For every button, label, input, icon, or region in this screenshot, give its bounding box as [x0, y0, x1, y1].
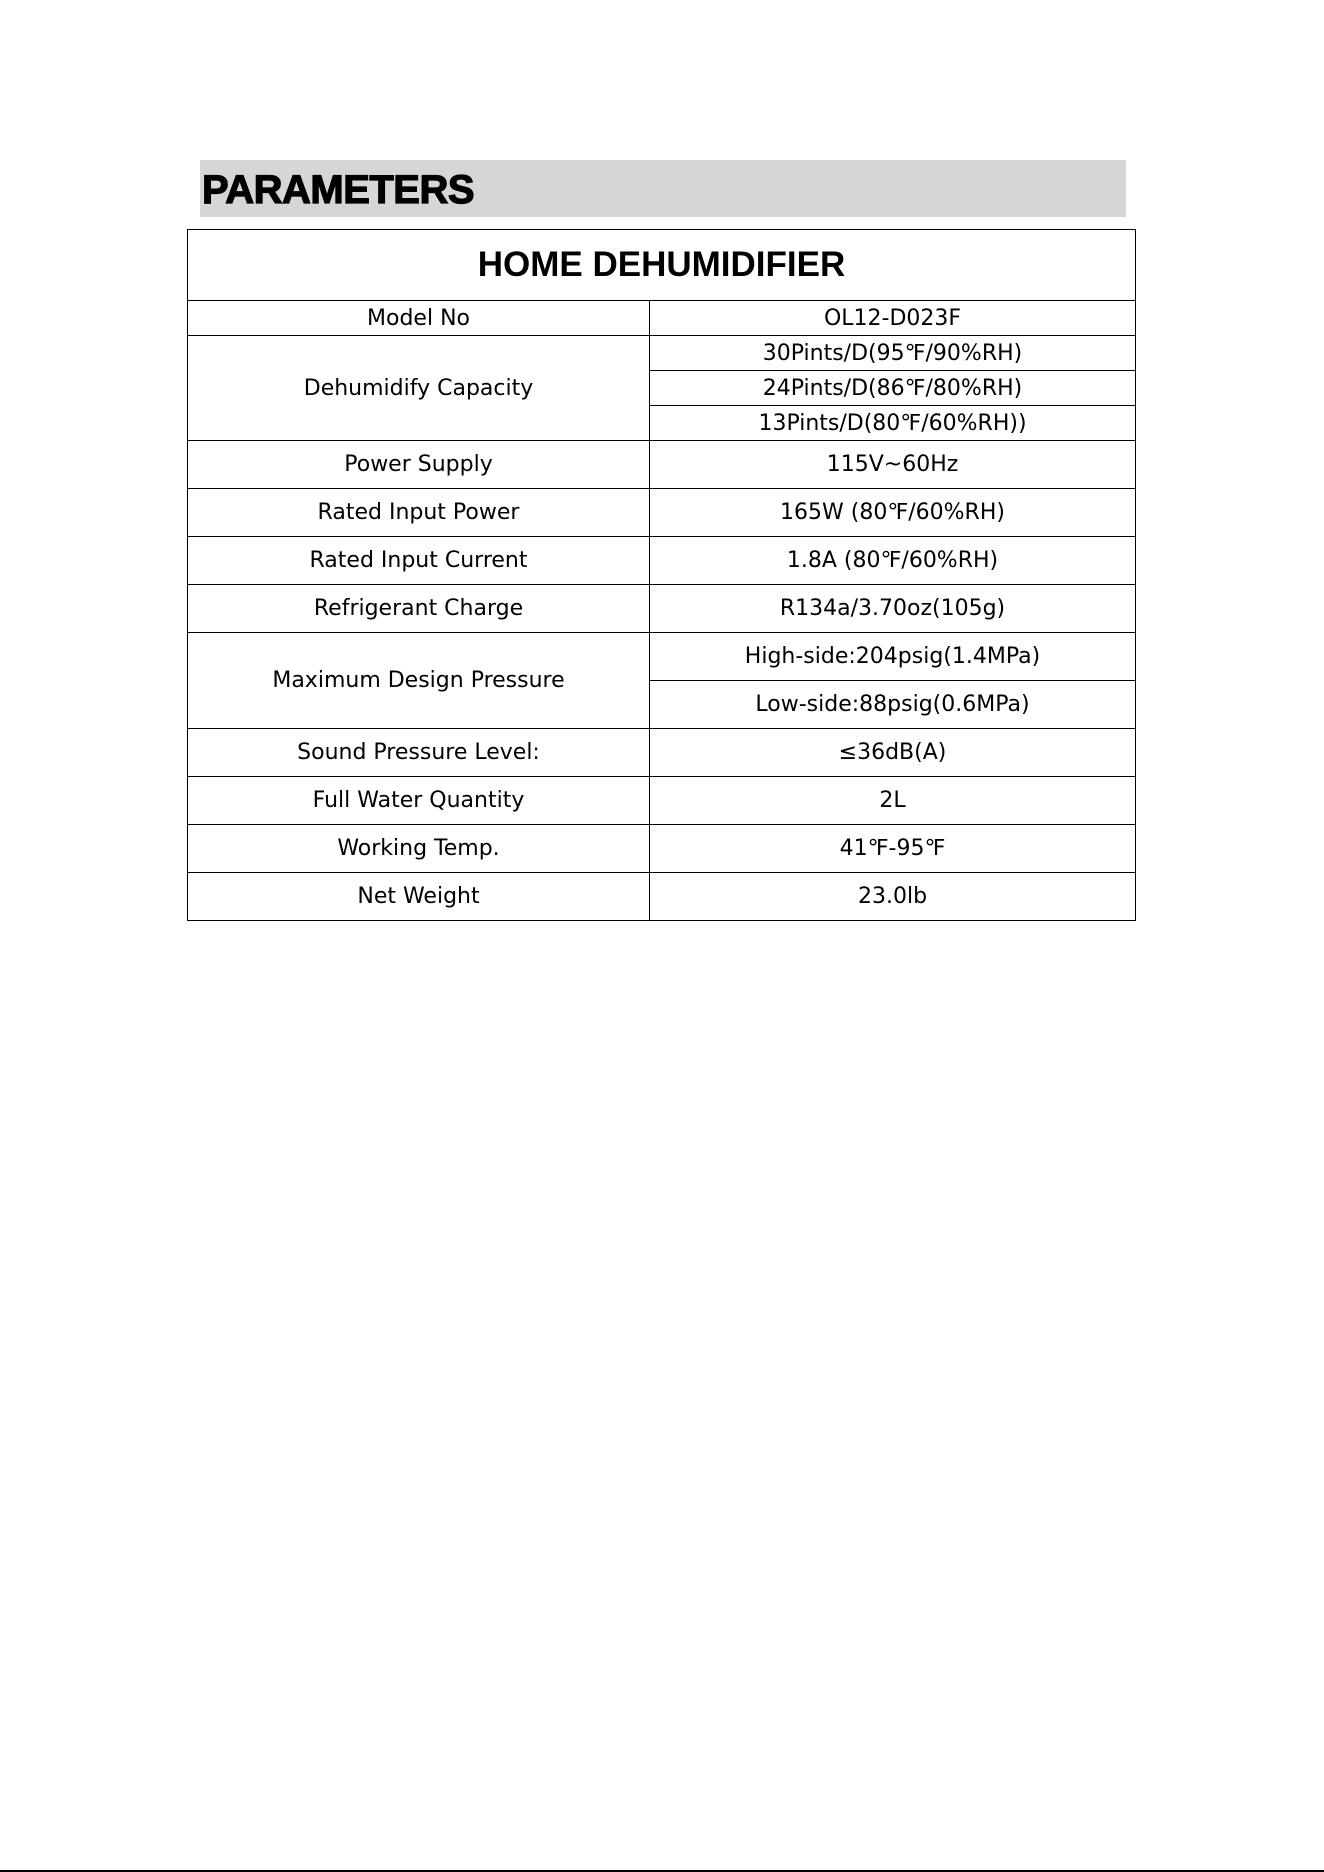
sound-pressure-level-label: Sound Pressure Level:	[188, 729, 650, 777]
table-row	[188, 633, 1136, 681]
net-weight-label: Net Weight	[188, 873, 650, 921]
power-supply-value: 115V~60Hz	[650, 441, 1136, 489]
section-heading-bar	[200, 160, 1126, 217]
dehumidify-capacity-value: 13Pints/D(80℉/60%RH))	[650, 406, 1136, 441]
table-row	[188, 336, 1136, 371]
full-water-quantity-label: Full Water Quantity	[188, 777, 650, 825]
dehumidify-capacity-label: Dehumidify Capacity	[188, 336, 650, 441]
maximum-design-pressure-value: High-side:204psig(1.4MPa)	[650, 633, 1136, 681]
rated-input-power-label: Rated Input Power	[188, 489, 650, 537]
refrigerant-charge-label: Refrigerant Charge	[188, 585, 650, 633]
model-no-value: OL12-D023F	[650, 301, 1136, 336]
full-water-quantity-value: 2L	[650, 777, 1136, 825]
parameters-table	[187, 229, 1136, 921]
table-row	[188, 585, 1136, 633]
dehumidify-capacity-value: 24Pints/D(86℉/80%RH)	[650, 371, 1136, 406]
maximum-design-pressure-label: Maximum Design Pressure	[188, 633, 650, 729]
table-row	[188, 301, 1136, 336]
working-temp-label: Working Temp.	[188, 825, 650, 873]
table-row	[188, 441, 1136, 489]
sound-pressure-level-value: ≤36dB(A)	[650, 729, 1136, 777]
rated-input-current-label: Rated Input Current	[188, 537, 650, 585]
table-row	[188, 537, 1136, 585]
working-temp-value: 41℉-95℉	[650, 825, 1136, 873]
table-row	[188, 489, 1136, 537]
dehumidify-capacity-value: 30Pints/D(95℉/90%RH)	[650, 336, 1136, 371]
table-row	[188, 777, 1136, 825]
section-heading: PARAMETERS	[202, 168, 475, 212]
rated-input-power-value: 165W (80℉/60%RH)	[650, 489, 1136, 537]
table-title-row	[188, 230, 1136, 301]
power-supply-label: Power Supply	[188, 441, 650, 489]
table-row	[188, 873, 1136, 921]
table-row	[188, 825, 1136, 873]
maximum-design-pressure-value: Low-side:88psig(0.6MPa)	[650, 681, 1136, 729]
rated-input-current-value: 1.8A (80℉/60%RH)	[650, 537, 1136, 585]
model-no-label: Model No	[188, 301, 650, 336]
refrigerant-charge-value: R134a/3.70oz(105g)	[650, 585, 1136, 633]
table-title: HOME DEHUMIDIFIER	[188, 230, 1136, 301]
net-weight-value: 23.0lb	[650, 873, 1136, 921]
table-row	[188, 729, 1136, 777]
